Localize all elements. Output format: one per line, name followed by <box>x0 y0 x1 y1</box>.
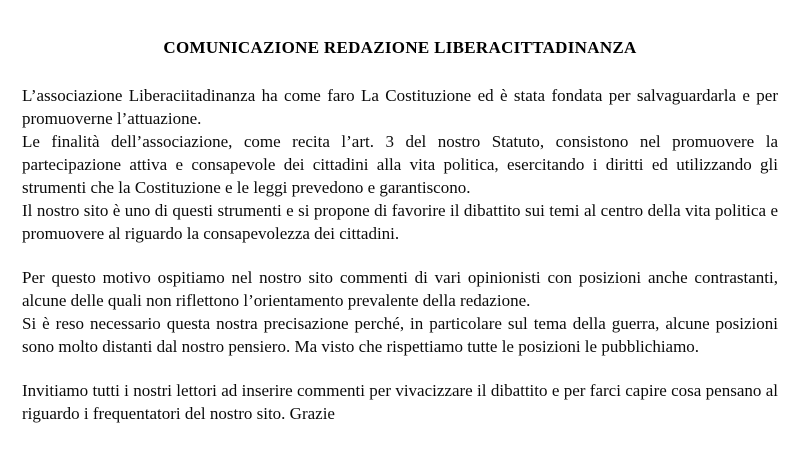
paragraph-opinionists: Per questo motivo ospitiamo nel nostro sito commenti di vari opinionisti con posizioni anche contrastanti, alcune delle quali non riflettono l’orientamento prevalente della redazione. <box>22 268 778 310</box>
paragraph-site-purpose: Il nostro sito è uno di questi strumenti e si propone di favorire il dibattito sui temi al centro della vita politica e promuovere al riguardo la consapevolezza dei cittadini. <box>22 201 778 243</box>
paragraph-block-editorial-position <box>22 266 778 358</box>
document-body <box>0 84 800 425</box>
paragraph-clarification: Si è reso necessario questa nostra precisazione perché, in particolare sul tema della guerra, alcune posizioni sono molto distanti dal nostro pensiero. Ma visto che rispettiamo tutte le posizioni le pubblichiamo. <box>22 314 778 356</box>
paragraph-association-foundation: L’associazione Liberaciitadinanza ha come faro La Costituzione ed è stata fondata per salvaguardarla e per promuoverne l’attuazione. <box>22 86 778 128</box>
paragraph-block-invitation <box>22 379 778 425</box>
paragraph-statute-goals: Le finalità dell’associazione, come recita l’art. 3 del nostro Statuto, consistono nel promuovere la partecipazione attiva e consapevole dei cittadini alla vita politica, esercitando i diritti ed utilizzando gli strumenti che la Costituzione e le leggi prevedono e garantiscono. <box>22 132 778 197</box>
paragraph-block-intro <box>22 84 778 245</box>
paragraph-reader-invitation: Invitiamo tutti i nostri lettori ad inserire commenti per vivacizzare il dibattito e per farci capire cosa pensano al riguardo i frequentatori del nostro sito. Grazie <box>22 381 778 423</box>
page-title: COMUNICAZIONE REDAZIONE LIBERACITTADINANZA <box>163 38 637 57</box>
